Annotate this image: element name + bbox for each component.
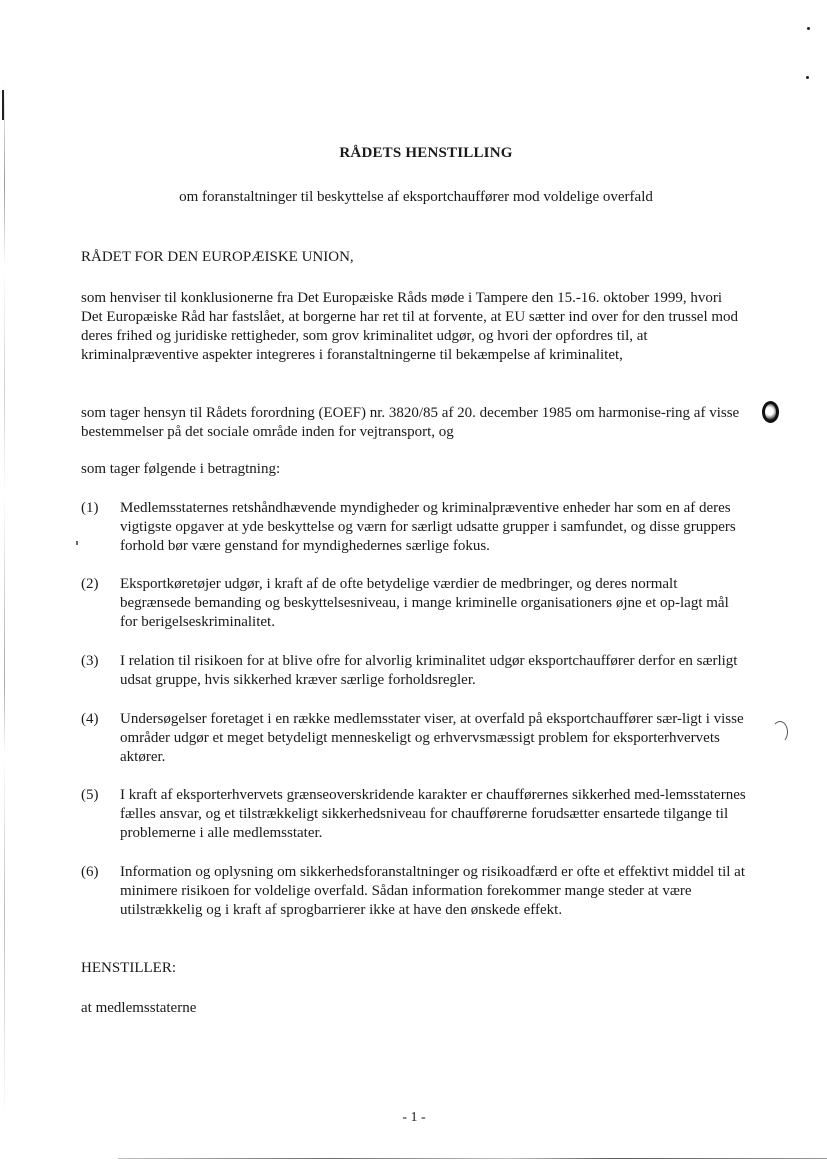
document-title: RÅDETS HENSTILLING xyxy=(339,145,513,161)
recital-paragraph: som tager hensyn til Rådets forordning (EOEF) nr. 3820/85 af 20. december 1985 om harmonise-ring af visse bestemmelser på det sociale område inden for vejtransport, og xyxy=(81,405,740,440)
list-item-number: (4) xyxy=(81,711,99,727)
list-item-text: I relation til risikoen for at blive ofre for alvorlig kriminalitet udgør eksportchauffører derfor en særligt udsat gruppe, hvis sikkerhed kræver særlige forholdsregler. xyxy=(120,653,738,688)
scan-speck xyxy=(76,541,78,545)
council-heading: RÅDET FOR DEN EUROPÆISKE UNION, xyxy=(81,249,354,265)
scan-bottom-line xyxy=(118,1158,827,1159)
list-item-number: (2) xyxy=(81,576,99,592)
list-item-number: (5) xyxy=(81,787,99,803)
list-item-text: Undersøgelser foretaget i en række medlemsstater viser, at overfald på eksportchauffører sær-ligt i visse områder udgør et meget betydeligt menneskeligt og erhvervsmæssigt problem for eksporterhvervets aktører. xyxy=(120,711,744,765)
document-subtitle: om foranstaltninger til beskyttelse af eksportchauffører mod voldelige overfald xyxy=(179,189,653,205)
scan-dot xyxy=(806,76,809,79)
scan-dot xyxy=(807,27,810,30)
list-item-number: (6) xyxy=(81,864,99,880)
list-item-number: (1) xyxy=(81,500,99,516)
scan-left-edge xyxy=(4,80,5,1120)
list-item-number: (3) xyxy=(81,653,99,669)
recital-paragraph: som henviser til konklusionerne fra Det Europæiske Råds møde i Tampere den 15.-16. oktober 1999, hvori Det Europæiske Råd har fastslået, at borgerne har ret til at forvente, at EU sætter ind over for den trussel mod deres frihed og juridiske rettigheder, som grov kriminalitet udgør, og hvori der opfordres til, at kriminalpræventive aspekter integreres i foranstaltningerne til bekæmpelse af kriminalitet, xyxy=(81,290,739,363)
list-item-text: Information og oplysning om sikkerhedsforanstaltninger og risikoadfærd er ofte et effektivt middel til at minimere risikoen for voldelige overfald. Sådan information forekommer mange steder at være utilstrækkelig og i kraft af sprogbarrierer ikke at have den ønskede effekt. xyxy=(120,864,745,918)
list-item-text: Medlemsstaternes retshåndhævende myndigheder og kriminalpræventive enheder har som en af deres vigtigste opgaver at yde beskyttelse og værn for særligt udsatte grupper i samfundet, og disse gruppers forhold bør være genstand for myndighedernes særlige fokus. xyxy=(120,500,736,554)
list-item-text: Eksportkøretøjer udgør, i kraft af de ofte betydelige værdier de medbringer, og deres normalt begrænsede bemanding og beskyttelsesniveau, i mange kriminelle organisationers øjne et op-lagt mål for berigelseskriminalitet. xyxy=(120,576,729,630)
list-item-text: I kraft af eksporterhvervets grænseoverskridende karakter er chaufførernes sikkerhed med-lemsstaternes fælles ansvar, og et tilstrækkeligt sikkerhedsniveau for chaufførerne forudsætter ensartede tilgange til problemerne i alle medlemsstater. xyxy=(120,787,746,841)
recital-intro: som tager følgende i betragtning: xyxy=(81,461,281,477)
page-number: - 1 - xyxy=(402,1110,426,1125)
punch-hole-icon xyxy=(762,401,779,423)
punch-hole-faint-icon xyxy=(772,721,788,743)
closing-line: at medlemsstaterne xyxy=(81,1000,197,1016)
scan-left-mark xyxy=(2,90,4,120)
henstiller-heading: HENSTILLER: xyxy=(81,960,176,976)
